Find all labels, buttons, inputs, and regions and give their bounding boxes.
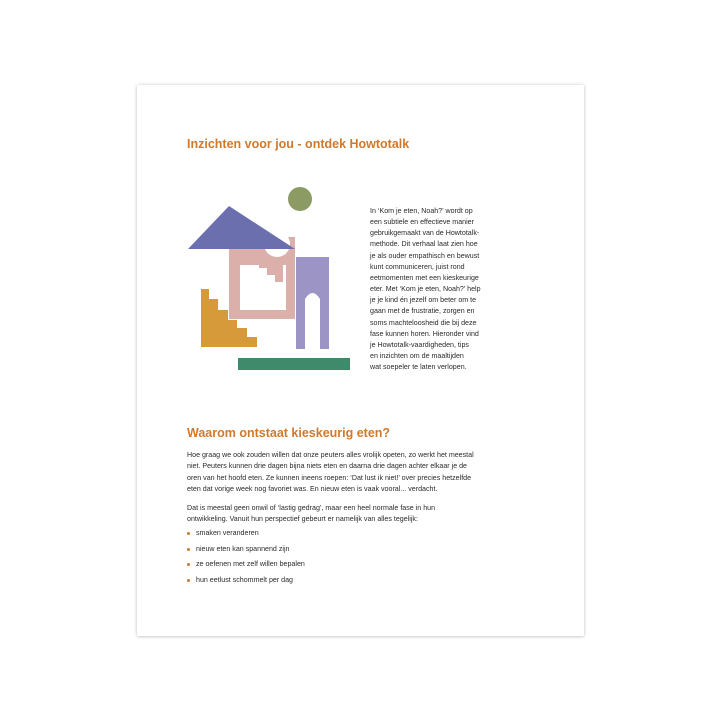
intro-line: eter. Met ‘Kom je eten, Noah?’ help — [370, 285, 481, 294]
arch-opening — [305, 293, 320, 349]
intro-paragraph — [370, 206, 520, 373]
bullet-item — [187, 575, 305, 591]
intro-line: fase kunnen horen. Hieronder vind — [370, 329, 479, 338]
green-base-bar — [238, 358, 350, 370]
bullet-dot-icon — [187, 532, 190, 535]
paragraph-line: niet. Peuters kunnen drie dagen bijna niets eten en daarna drie dagen achter elkaar je de — [187, 462, 468, 471]
heading-intro: Inzichten voor jou - ontdek Howtotalk — [187, 137, 410, 151]
heading-why: Waarom ontstaat kieskeurig eten? — [187, 426, 391, 440]
document-page — [137, 85, 584, 636]
paragraph-line: eten dat vorige week nog favoriet was. En nieuw eten is vaak vooral... verdacht. — [187, 484, 438, 493]
bullet-item — [187, 544, 305, 560]
bullet-list — [187, 528, 305, 590]
bullet-text: smaken veranderen — [196, 529, 259, 537]
intro-line: je je kind én jezelf om beter om te — [370, 296, 477, 305]
paragraph-line: Dat is meestal geen onwil of ‘lastig gedrag’, maar een heel normale fase in hun — [187, 504, 436, 512]
paragraph-line: Hoe graag we ook zouden willen dat onze peuters alles vrolijk opeten, zo werkt het meestal — [187, 451, 474, 459]
bullet-item — [187, 528, 305, 544]
bullet-text: hun eetlust schommelt per dag — [196, 575, 294, 584]
sun-circle — [288, 187, 312, 211]
intro-line: gebruikgemaakt van de Howtotalk- — [370, 229, 480, 238]
intro-line: methode. Dit verhaal laat zien hoe — [370, 240, 478, 249]
abstract-house-blocks-illustration — [183, 187, 353, 392]
roof-triangle — [188, 206, 295, 249]
bullet-item — [187, 559, 305, 575]
intro-line: wat soepeler te laten verlopen. — [370, 363, 467, 372]
intro-line: gaan met de frustratie, zorgen en — [370, 307, 475, 316]
bullet-dot-icon — [187, 548, 190, 551]
bullet-text: nieuw eten kan spannend zijn — [196, 544, 290, 553]
intro-line: In ‘Kom je eten, Noah?’ wordt op — [370, 207, 473, 215]
intro-line: je Howtotalk-vaardigheden, tips — [370, 340, 469, 349]
paragraph-2 — [187, 503, 547, 526]
bullet-text: ze oefenen met zelf willen bepalen — [196, 560, 305, 569]
intro-line: je als ouder empathisch en bewust — [370, 251, 480, 260]
intro-line: eetmomenten met een kieskeurige — [370, 273, 479, 282]
bullet-dot-icon — [187, 563, 190, 566]
paragraph-1 — [187, 450, 547, 495]
paragraph-line: oren van het hoofd eten. Ze kunnen ineens roepen: ‘Dat lust ik niet!’ over precies hetzelfde — [187, 473, 472, 482]
intro-line: een subtiele en effectieve manier — [370, 218, 474, 227]
paragraph-line: ontwikkeling. Vanuit hun perspectief gebeurt er namelijk van alles tegelijk: — [187, 515, 418, 524]
bullet-dot-icon — [187, 579, 190, 582]
intro-line: soms machteloosheid die bij deze — [370, 318, 477, 327]
intro-line: en inzichten om de maaltijden — [370, 352, 464, 361]
intro-line: kunt communiceren, juist rond — [370, 262, 465, 271]
